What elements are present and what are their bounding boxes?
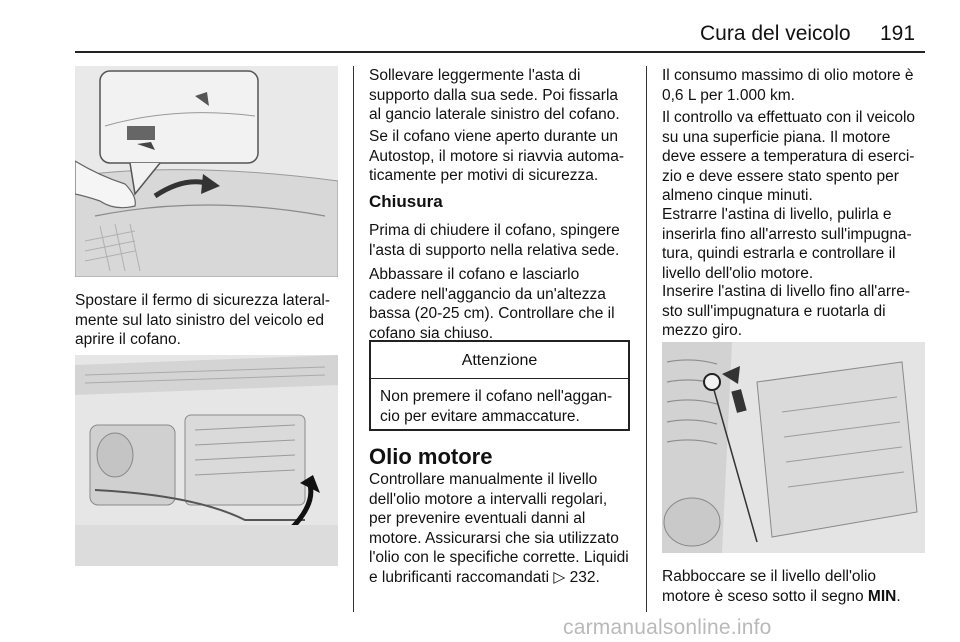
warning-box: [369, 340, 630, 431]
paragraph-before-closing: Prima di chiudere il cofano, spingere l'asta di supporto nella relativa sede.: [369, 222, 620, 259]
engine-bay-support-rod-illustration: [75, 355, 338, 566]
page-header-title: Cura del veicolo: [700, 22, 851, 45]
paragraph-lift-support-rod: Sollevare leggermente l'asta di supporto dalla sua sede. Poi fissarla al gancio laterale sinistro del cofano.: [369, 67, 620, 123]
page-reference-link[interactable]: ▷ 232.: [553, 568, 600, 586]
paragraph-dipstick-insert: Inserire l'astina di livello fino all'arre- sto sull'impugnatura e ruotarla di mezzo giro.: [662, 283, 910, 339]
paragraph-top-up: [662, 567, 937, 606]
watermark: carmanualsonline.info: [563, 616, 772, 639]
column-divider-left: [353, 66, 354, 612]
warning-title: Attenzione: [371, 342, 628, 379]
caption-hood-release: Spostare il fermo di sicurezza lateral- mente sul lato sinistro del veicolo ed aprire il cofano.: [75, 292, 330, 348]
hood-release-illustration: [75, 66, 338, 277]
dipstick-location-illustration: [662, 342, 925, 553]
heading-chiusura: Chiusura: [369, 192, 443, 211]
paragraph-check-conditions: Il controllo va effettuato con il veicolo su una superficie piana. Il motore deve essere a temperatura di eserci- zio e deve essere stato spento per almeno cinque minuti.: [662, 109, 916, 204]
check-oil-text: Controllare manualmente il livello dell'olio motore a intervalli regolari, per prevenire eventuali danni al motore. Assicurarsi che sia utilizzato l'olio con le specifiche corrette. Liquidi e lubrificanti raccomandati: [369, 471, 629, 586]
page-number: 191: [880, 22, 916, 45]
paragraph-dipstick-extract: Estrarre l'astina di livello, pulirla e inserirla fino all'arresto sull'impugna- tura, quindi estrarla e controllare il livello dell'olio motore.: [662, 206, 912, 282]
warning-text: Non premere il cofano nell'aggan- cio per evitare ammaccature.: [380, 388, 613, 425]
paragraph-autostop-note: Se il cofano viene aperto durante un Autostop, il motore si riavvia automa- ticamente per motivi di sicurezza.: [369, 128, 624, 184]
paragraph-oil-consumption: Il consumo massimo di olio motore è 0,6 L per 1.000 km.: [662, 67, 914, 104]
top-up-end: .: [896, 587, 901, 605]
paragraph-check-oil: [369, 470, 644, 587]
paragraph-lower-hood: Abbassare il cofano e lasciarlo cadere nell'aggancio da un'altezza bassa (20-25 cm). Controllare che il cofano sia chiuso.: [369, 266, 615, 342]
min-mark-label: MIN: [867, 587, 897, 605]
header-rule: [75, 51, 925, 53]
heading-olio-motore: Olio motore: [369, 444, 493, 469]
top-up-text: Rabboccare se il livello dell'olio motore è sceso sotto il segno: [662, 568, 877, 605]
column-divider-right: [646, 66, 647, 612]
